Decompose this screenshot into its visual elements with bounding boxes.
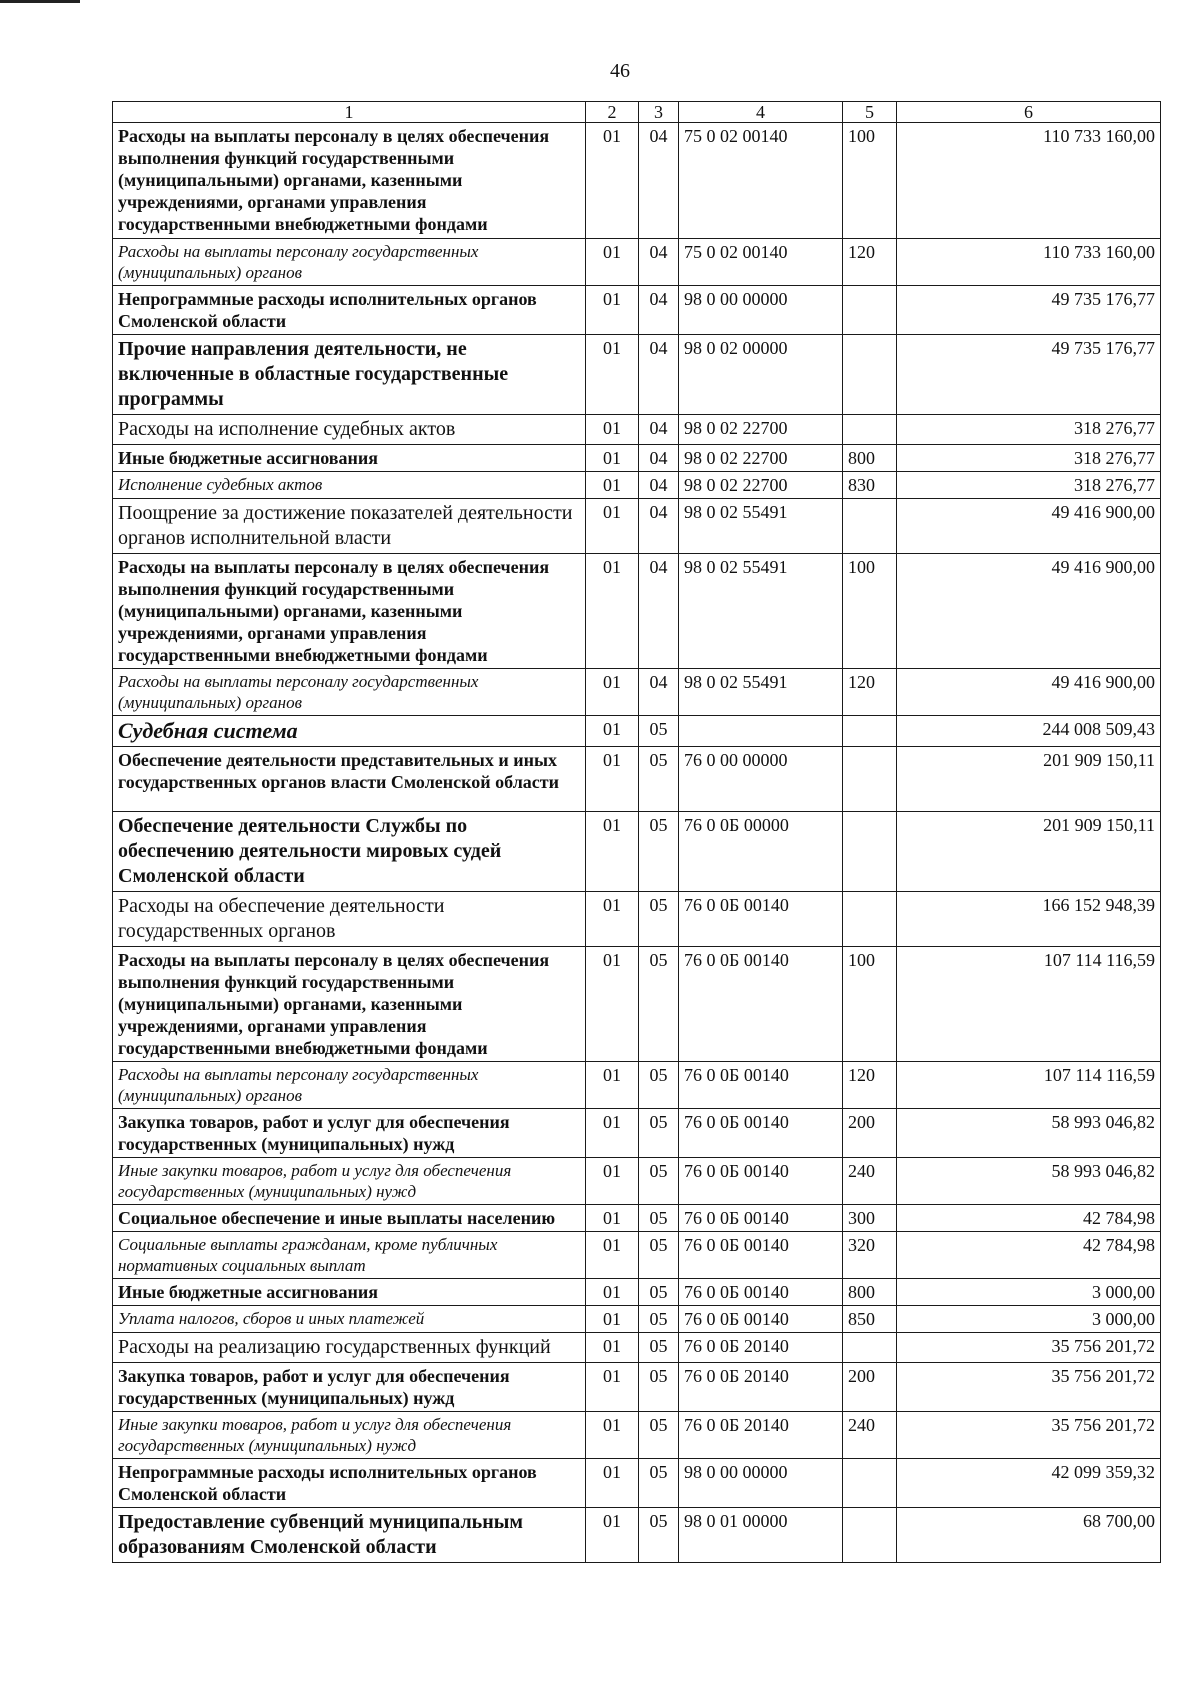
row-subsection-code: 05 (639, 1363, 679, 1412)
row-section-code: 01 (586, 1363, 639, 1412)
row-amount: 49 416 900,00 (897, 499, 1161, 554)
row-subsection-code: 05 (639, 947, 679, 1062)
row-subsection-code: 05 (639, 1205, 679, 1232)
row-section-code: 01 (586, 1333, 639, 1363)
row-section-code: 01 (586, 1508, 639, 1563)
row-section-code: 01 (586, 747, 639, 812)
row-amount: 42 099 359,32 (897, 1459, 1161, 1508)
row-name: Прочие направления деятельности, не включенные в областные государственные программы (113, 335, 586, 415)
row-name: Расходы на выплаты персоналу в целях обеспечения выполнения функций государственными (муниципальными) органами, казенными учреждениями, органами управления государственными внебюджетными фондами (113, 947, 586, 1062)
row-expense-type: 200 (843, 1109, 897, 1158)
row-name: Поощрение за достижение показателей деятельности органов исполнительной власти (113, 499, 586, 554)
row-subsection-code: 05 (639, 1279, 679, 1306)
row-expense-type: 100 (843, 554, 897, 669)
row-section-code: 01 (586, 1279, 639, 1306)
row-name: Обеспечение деятельности Службы по обеспечению деятельности мировых судей Смоленской области (113, 812, 586, 892)
row-amount: 58 993 046,82 (897, 1158, 1161, 1205)
table-row (113, 1279, 1161, 1306)
row-target-article: 98 0 02 55491 (679, 499, 843, 554)
row-subsection-code: 04 (639, 445, 679, 472)
table-row (113, 669, 1161, 716)
row-section-code: 01 (586, 499, 639, 554)
row-subsection-code: 04 (639, 499, 679, 554)
row-section-code: 01 (586, 554, 639, 669)
row-subsection-code: 04 (639, 286, 679, 335)
table-row (113, 1109, 1161, 1158)
table-row (113, 1232, 1161, 1279)
row-name: Расходы на выплаты персоналу государственных (муниципальных) органов (113, 669, 586, 716)
row-target-article: 76 0 0Б 00140 (679, 1205, 843, 1232)
row-target-article: 76 0 0Б 20140 (679, 1412, 843, 1459)
row-section-code: 01 (586, 1412, 639, 1459)
table-row (113, 947, 1161, 1062)
row-section-code: 01 (586, 335, 639, 415)
table-row (113, 812, 1161, 892)
row-expense-type (843, 286, 897, 335)
row-amount: 318 276,77 (897, 415, 1161, 445)
row-subsection-code: 05 (639, 1508, 679, 1563)
row-target-article: 76 0 0Б 00140 (679, 1279, 843, 1306)
table-row (113, 239, 1161, 286)
row-name: Закупка товаров, работ и услуг для обеспечения государственных (муниципальных) нужд (113, 1363, 586, 1412)
row-target-article: 75 0 02 00140 (679, 123, 843, 239)
row-expense-type (843, 415, 897, 445)
row-amount: 35 756 201,72 (897, 1363, 1161, 1412)
row-amount: 49 416 900,00 (897, 669, 1161, 716)
row-name: Закупка товаров, работ и услуг для обеспечения государственных (муниципальных) нужд (113, 1109, 586, 1158)
row-expense-type (843, 716, 897, 747)
row-name: Социальные выплаты гражданам, кроме публичных нормативных социальных выплат (113, 1232, 586, 1279)
table-row (113, 1363, 1161, 1412)
row-target-article: 98 0 01 00000 (679, 1508, 843, 1563)
row-expense-type (843, 892, 897, 947)
row-name: Расходы на выплаты персоналу в целях обеспечения выполнения функций государственными (муниципальными) органами, казенными учреждениями, органами управления государственными внебюджетными фондами (113, 554, 586, 669)
row-target-article: 76 0 0Б 20140 (679, 1333, 843, 1363)
row-target-article (679, 716, 843, 747)
row-section-code: 01 (586, 716, 639, 747)
row-expense-type (843, 1508, 897, 1563)
table-row (113, 1306, 1161, 1333)
row-name: Исполнение судебных актов (113, 472, 586, 499)
row-name: Иные бюджетные ассигнования (113, 445, 586, 472)
row-expense-type: 120 (843, 239, 897, 286)
row-name: Иные закупки товаров, работ и услуг для обеспечения государственных (муниципальных) нужд (113, 1412, 586, 1459)
row-target-article: 76 0 0Б 00140 (679, 1109, 843, 1158)
row-amount: 201 909 150,11 (897, 747, 1161, 812)
row-subsection-code: 04 (639, 123, 679, 239)
row-amount: 3 000,00 (897, 1306, 1161, 1333)
row-name: Непрограммные расходы исполнительных органов Смоленской области (113, 1459, 586, 1508)
row-expense-type: 320 (843, 1232, 897, 1279)
row-name: Социальное обеспечение и иные выплаты населению (113, 1205, 586, 1232)
row-amount: 42 784,98 (897, 1232, 1161, 1279)
row-amount: 35 756 201,72 (897, 1412, 1161, 1459)
row-subsection-code: 04 (639, 554, 679, 669)
row-section-code: 01 (586, 1306, 639, 1333)
row-amount: 244 008 509,43 (897, 716, 1161, 747)
row-amount: 49 735 176,77 (897, 286, 1161, 335)
row-expense-type: 240 (843, 1158, 897, 1205)
table-row (113, 554, 1161, 669)
table-row (113, 499, 1161, 554)
column-header: 5 (843, 102, 897, 123)
row-subsection-code: 05 (639, 1306, 679, 1333)
row-target-article: 98 0 00 00000 (679, 286, 843, 335)
row-amount: 110 733 160,00 (897, 239, 1161, 286)
table-row (113, 747, 1161, 812)
row-section-code: 01 (586, 812, 639, 892)
row-amount: 201 909 150,11 (897, 812, 1161, 892)
row-target-article: 76 0 0Б 20140 (679, 1363, 843, 1412)
row-section-code: 01 (586, 286, 639, 335)
row-section-code: 01 (586, 472, 639, 499)
row-section-code: 01 (586, 1205, 639, 1232)
column-header: 2 (586, 102, 639, 123)
page-number: 46 (610, 60, 630, 82)
row-amount: 35 756 201,72 (897, 1333, 1161, 1363)
table-row (113, 123, 1161, 239)
row-subsection-code: 05 (639, 1232, 679, 1279)
row-amount: 49 416 900,00 (897, 554, 1161, 669)
scan-artifact-line (0, 0, 80, 3)
row-name: Расходы на исполнение судебных актов (113, 415, 586, 445)
row-name: Расходы на реализацию государственных функций (113, 1333, 586, 1363)
row-section-code: 01 (586, 947, 639, 1062)
row-target-article: 76 0 0Б 00140 (679, 892, 843, 947)
row-section-code: 01 (586, 445, 639, 472)
row-target-article: 98 0 02 55491 (679, 669, 843, 716)
row-amount: 58 993 046,82 (897, 1109, 1161, 1158)
row-amount: 318 276,77 (897, 472, 1161, 499)
row-expense-type: 100 (843, 947, 897, 1062)
budget-table (112, 101, 1161, 1563)
column-header: 3 (639, 102, 679, 123)
row-section-code: 01 (586, 1158, 639, 1205)
row-name: Непрограммные расходы исполнительных органов Смоленской области (113, 286, 586, 335)
row-amount: 107 114 116,59 (897, 1062, 1161, 1109)
column-header: 1 (113, 102, 586, 123)
row-name: Обеспечение деятельности представительных и иных государственных органов власти Смоленской области (113, 747, 586, 812)
row-section-code: 01 (586, 1109, 639, 1158)
row-target-article: 98 0 02 22700 (679, 445, 843, 472)
row-target-article: 98 0 02 22700 (679, 415, 843, 445)
row-section-code: 01 (586, 1459, 639, 1508)
row-name: Предоставление субвенций муниципальным образованиям Смоленской области (113, 1508, 586, 1563)
table-row (113, 1062, 1161, 1109)
row-target-article: 98 0 02 22700 (679, 472, 843, 499)
row-target-article: 76 0 0Б 00140 (679, 1232, 843, 1279)
row-target-article: 76 0 0Б 00140 (679, 947, 843, 1062)
table-row (113, 1508, 1161, 1563)
column-header: 6 (897, 102, 1161, 123)
table-row (113, 1412, 1161, 1459)
row-expense-type: 800 (843, 445, 897, 472)
row-amount: 3 000,00 (897, 1279, 1161, 1306)
row-expense-type: 200 (843, 1363, 897, 1412)
row-subsection-code: 05 (639, 1333, 679, 1363)
row-target-article: 76 0 0Б 00000 (679, 812, 843, 892)
row-target-article: 98 0 02 00000 (679, 335, 843, 415)
row-section-code: 01 (586, 123, 639, 239)
row-name: Иные бюджетные ассигнования (113, 1279, 586, 1306)
row-section-code: 01 (586, 239, 639, 286)
row-expense-type: 850 (843, 1306, 897, 1333)
row-name: Судебная система (113, 716, 586, 747)
table-header-row (113, 102, 1161, 123)
table-body (113, 123, 1161, 1563)
table-row (113, 415, 1161, 445)
row-name: Расходы на выплаты персоналу в целях обеспечения выполнения функций государственными (муниципальными) органами, казенными учреждениями, органами управления государственными внебюджетными фондами (113, 123, 586, 239)
row-expense-type (843, 335, 897, 415)
row-expense-type: 120 (843, 669, 897, 716)
row-expense-type (843, 1459, 897, 1508)
row-amount: 49 735 176,77 (897, 335, 1161, 415)
table-row (113, 335, 1161, 415)
row-expense-type: 100 (843, 123, 897, 239)
row-amount: 318 276,77 (897, 445, 1161, 472)
row-amount: 107 114 116,59 (897, 947, 1161, 1062)
row-subsection-code: 05 (639, 1459, 679, 1508)
row-subsection-code: 05 (639, 1158, 679, 1205)
row-name: Расходы на выплаты персоналу государственных (муниципальных) органов (113, 1062, 586, 1109)
row-expense-type: 300 (843, 1205, 897, 1232)
table-row (113, 286, 1161, 335)
row-subsection-code: 04 (639, 472, 679, 499)
row-expense-type: 240 (843, 1412, 897, 1459)
row-amount: 42 784,98 (897, 1205, 1161, 1232)
row-name: Уплата налогов, сборов и иных платежей (113, 1306, 586, 1333)
row-section-code: 01 (586, 1062, 639, 1109)
row-target-article: 76 0 0Б 00140 (679, 1306, 843, 1333)
row-subsection-code: 05 (639, 1412, 679, 1459)
row-target-article: 75 0 02 00140 (679, 239, 843, 286)
table-row (113, 445, 1161, 472)
row-expense-type: 800 (843, 1279, 897, 1306)
row-name: Иные закупки товаров, работ и услуг для обеспечения государственных (муниципальных) нужд (113, 1158, 586, 1205)
row-subsection-code: 05 (639, 812, 679, 892)
row-subsection-code: 04 (639, 335, 679, 415)
table-row (113, 1459, 1161, 1508)
row-subsection-code: 05 (639, 892, 679, 947)
row-expense-type (843, 812, 897, 892)
row-expense-type (843, 747, 897, 812)
row-subsection-code: 04 (639, 669, 679, 716)
row-subsection-code: 05 (639, 716, 679, 747)
row-target-article: 76 0 00 00000 (679, 747, 843, 812)
row-expense-type: 830 (843, 472, 897, 499)
row-section-code: 01 (586, 1232, 639, 1279)
row-subsection-code: 05 (639, 747, 679, 812)
row-expense-type: 120 (843, 1062, 897, 1109)
row-subsection-code: 04 (639, 239, 679, 286)
table-row (113, 716, 1161, 747)
row-subsection-code: 05 (639, 1109, 679, 1158)
table-row (113, 892, 1161, 947)
row-target-article: 76 0 0Б 00140 (679, 1062, 843, 1109)
row-subsection-code: 04 (639, 415, 679, 445)
row-target-article: 98 0 00 00000 (679, 1459, 843, 1508)
row-target-article: 76 0 0Б 00140 (679, 1158, 843, 1205)
table-row (113, 1205, 1161, 1232)
row-amount: 68 700,00 (897, 1508, 1161, 1563)
column-header: 4 (679, 102, 843, 123)
table-row (113, 1333, 1161, 1363)
row-expense-type (843, 1333, 897, 1363)
row-name: Расходы на обеспечение деятельности государственных органов (113, 892, 586, 947)
row-target-article: 98 0 02 55491 (679, 554, 843, 669)
row-section-code: 01 (586, 669, 639, 716)
row-section-code: 01 (586, 892, 639, 947)
row-section-code: 01 (586, 415, 639, 445)
table-row (113, 1158, 1161, 1205)
row-subsection-code: 05 (639, 1062, 679, 1109)
row-amount: 166 152 948,39 (897, 892, 1161, 947)
table-row (113, 472, 1161, 499)
row-amount: 110 733 160,00 (897, 123, 1161, 239)
row-name: Расходы на выплаты персоналу государственных (муниципальных) органов (113, 239, 586, 286)
row-expense-type (843, 499, 897, 554)
